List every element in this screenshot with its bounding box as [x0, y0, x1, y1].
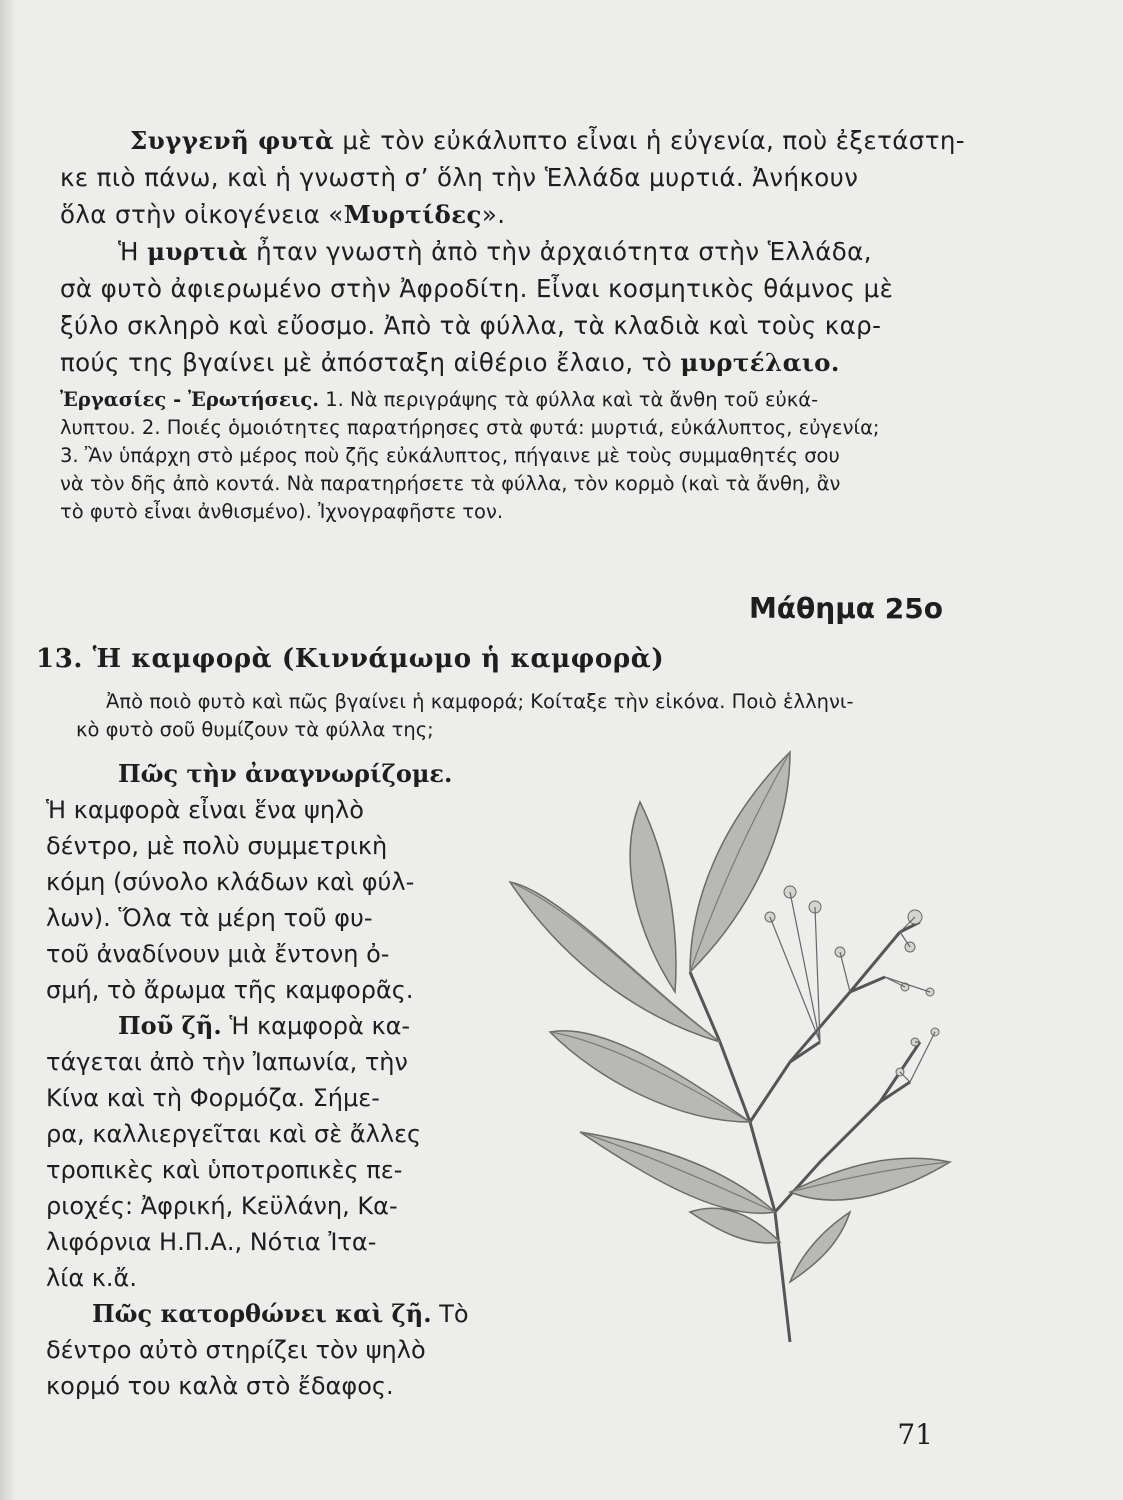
intro-question: [76, 688, 966, 744]
text-line: Ἐργασίες - Ἐρωτήσεις. 1. Νὰ περιγράψης τὰ φύλλα καὶ τὰ ἄνθη τοῦ εὐκά-: [60, 388, 819, 411]
text-line: ξύλο σκληρὸ καὶ εὔοσμο. Ἀπὸ τὰ φύλλα, τὰ κλαδιὰ καὶ τοὺς καρ-: [60, 311, 882, 340]
page-number: 71: [897, 1418, 933, 1451]
text-line: λων). Ὅλα τὰ μέρη τοῦ φυ-: [46, 904, 373, 932]
exercises-block: [60, 386, 965, 526]
text-line: δέντρο αὐτὸ στηρίζει τὸν ψηλὸ: [46, 1336, 426, 1364]
leaf: [690, 752, 790, 972]
camphor-plant-illustration: [490, 742, 960, 1352]
leaf: [790, 1212, 850, 1282]
page-spine-shadow: [0, 0, 16, 1500]
text-line: τοῦ ἀναδίνουν μιὰ ἔντονη ὀ-: [46, 940, 390, 968]
text-line: τροπικὲς καὶ ὑποτροπικὲς πε-: [46, 1156, 403, 1184]
subheading: Πῶς κατορθώνει καὶ ζῆ.: [92, 1299, 432, 1328]
lesson-label: Μάθημα 25ο: [748, 592, 943, 625]
text-line: κόμη (σύνολο κλάδων καὶ φύλ-: [46, 868, 415, 896]
text-line: Συγγενῆ φυτὰ μὲ τὸν εὐκάλυπτο εἶναι ἡ εὐγενία, ποὺ ἐξετάστη-: [130, 126, 966, 155]
text-line: κε πιὸ πάνω, καὶ ἡ γνωστὴ σ’ ὅλη τὴν Ἑλλάδα μυρτιά. Ἀνήκουν: [60, 163, 859, 192]
text-line: τὸ φυτὸ εἶναι ἀνθισμένο). Ἰχνογραφῆστε τον.: [60, 500, 504, 523]
leaf: [630, 802, 676, 992]
text-line: Ἀπὸ ποιὸ φυτὸ καὶ πῶς βγαίνει ἡ καμφορά; Κοίταξε τὴν εἰκόνα. Ποιὸ ἑλληνι-: [106, 690, 854, 713]
text-line: ριοχές: Ἀφρική, Κεϋλάνη, Κα-: [46, 1192, 398, 1220]
text-line: λία κ.ἄ.: [46, 1264, 137, 1292]
text-line: κορμό του καλὰ στὸ ἔδαφος.: [46, 1372, 394, 1400]
leaf: [580, 1132, 775, 1213]
subheading: Πῶς τὴν ἀναγνωρίζομε.: [118, 759, 453, 788]
text-column: [46, 756, 469, 1404]
text-line: Κίνα καὶ τὴ Φορμόζα. Σήμε-: [46, 1084, 380, 1112]
text-line: ρα, καλλιεργεῖται καὶ σὲ ἄλλες: [46, 1120, 422, 1148]
text-line: Πῶς κατορθώνει καὶ ζῆ. Τὸ: [92, 1299, 469, 1328]
text-line: τάγεται ἀπὸ τὴν Ἰαπωνία, τὴν: [46, 1048, 408, 1076]
text-line: δέντρο, μὲ πολὺ συμμετρικὴ: [46, 832, 388, 860]
exercises-label: Ἐργασίες - Ἐρωτήσεις.: [60, 388, 320, 411]
text-line: λιφόρνια Η.Π.Α., Νότια Ἰτα-: [46, 1228, 377, 1256]
text-line: Ἡ μυρτιὰ ἦταν γνωστὴ ἀπὸ τὴν ἀρχαιότητα στὴν Ἑλλάδα,: [118, 237, 872, 266]
text-line: σὰ φυτὸ ἀφιερωμένο στὴν Ἀφροδίτη. Εἶναι κοσμητικὸς θάμνος μὲ: [60, 274, 894, 303]
paragraph-related-plants: [60, 122, 966, 381]
text-line: Ποῦ ζῆ. Ἡ καμφορὰ κα-: [118, 1011, 411, 1040]
text-line: πούς της βγαίνει μὲ ἀπόσταξη αἰθέριο ἔλαιο, τὸ μυρτέλαιο.: [60, 348, 840, 377]
text-line: 3. Ἂν ὑπάρχη στὸ μέρος ποὺ ζῆς εὐκάλυπτος, πήγαινε μὲ τοὺς συμμαθητές σου: [60, 444, 840, 467]
text-line: ὅλα στὴν οἰκογένεια «Μυρτίδες».: [60, 200, 506, 229]
text-line: λυπτου. 2. Ποιές ὁμοιότητες παρατήρησες στὰ φυτά: μυρτιά, εὐκάλυπτος, εὐγενία;: [60, 416, 880, 439]
section-title: 13. Ἡ καμφορὰ (Κιννάμωμο ἡ καμφορὰ): [36, 644, 665, 674]
text-line: Ἡ καμφορὰ εἶναι ἕνα ψηλὸ: [46, 796, 364, 824]
text-line: κὸ φυτὸ σοῦ θυμίζουν τὰ φύλλα της;: [76, 718, 434, 741]
text-line: νὰ τὸν δῆς ἀπὸ κοντά. Νὰ παρατηρήσετε τὰ φύλλα, τὸν κορμὸ (καὶ τὰ ἄνθη, ἂν: [60, 472, 841, 495]
text-line: σμή, τὸ ἄρωμα τῆς καμφορᾶς.: [46, 976, 414, 1004]
subheading: Ποῦ ζῆ.: [118, 1011, 222, 1040]
